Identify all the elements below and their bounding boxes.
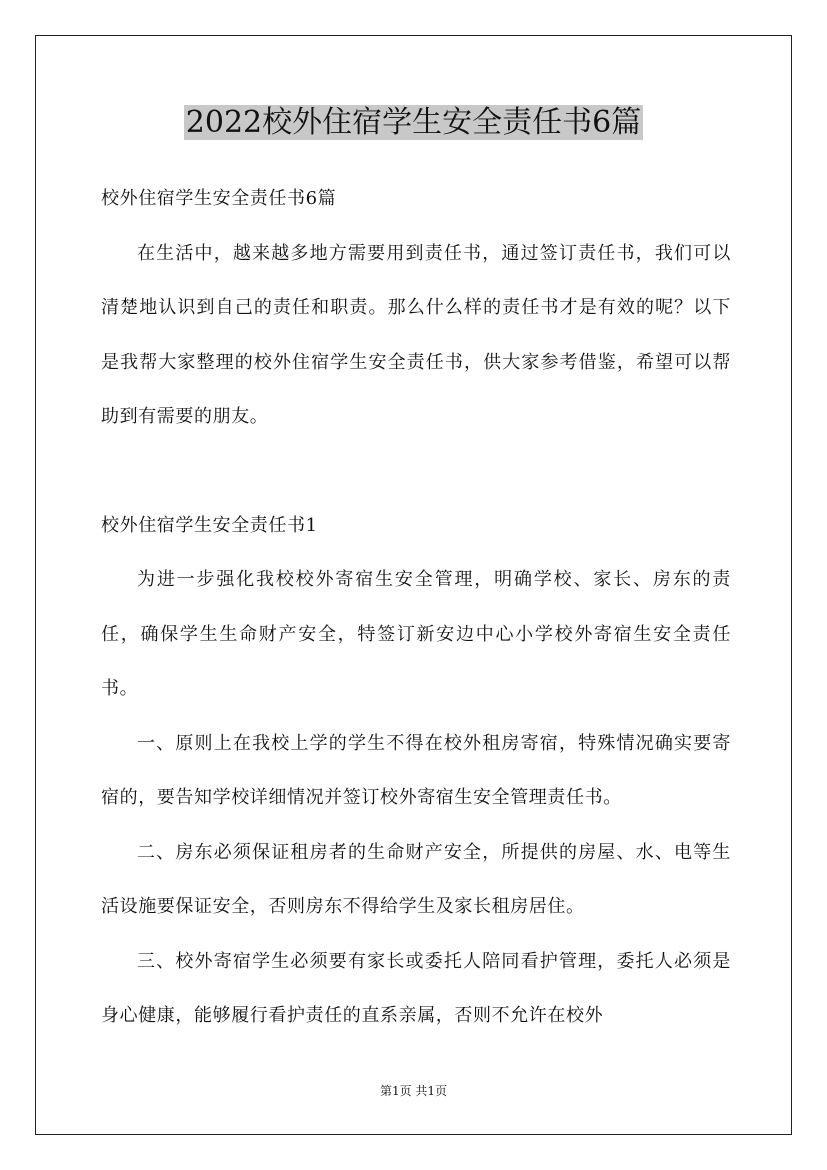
section-heading: 校外住宿学生安全责任书1 xyxy=(101,514,318,536)
document-body xyxy=(101,172,731,1044)
page-number: 第1页 共1页 xyxy=(379,1084,448,1098)
body-paragraph: 一、原则上在我校上学的学生不得在校外租房寄宿，特殊情况确实要寄宿的，要告知学校详细情况并签订校外寄宿生安全管理责任书。 xyxy=(101,732,731,808)
document-title-text: 2022校外住宿学生安全责任书6篇 xyxy=(185,105,642,140)
document-title xyxy=(0,103,827,143)
document-subtitle: 校外住宿学生安全责任书6篇 xyxy=(101,188,337,209)
paragraph-spacer xyxy=(101,445,731,499)
intro-paragraph: 在生活中，越来越多地方需要用到责任书，通过签订责任书，我们可以清楚地认识到自己的责任和职责。那么什么样的责任书才是有效的呢？以下是我帮大家整理的校外住宿学生安全责任书，供大家参考借鉴，希望可以帮助到有需要的朋友。 xyxy=(101,242,731,427)
body-paragraph: 二、房东必须保证租房者的生命财产安全，所提供的房屋、水、电等生活设施要保证安全，否则房东不得给学生及家长租房居住。 xyxy=(101,841,731,917)
body-paragraph: 为进一步强化我校校外寄宿生安全管理，明确学校、家长、房东的责任，确保学生生命财产安全，特签订新安边中心小学校外寄宿生安全责任书。 xyxy=(101,569,731,699)
body-paragraph: 三、校外寄宿学生必须要有家长或委托人陪同看护管理，委托人必须是身心健康，能够履行看护责任的直系亲属，否则不允许在校外 xyxy=(101,950,731,1026)
page-footer xyxy=(0,1083,827,1099)
